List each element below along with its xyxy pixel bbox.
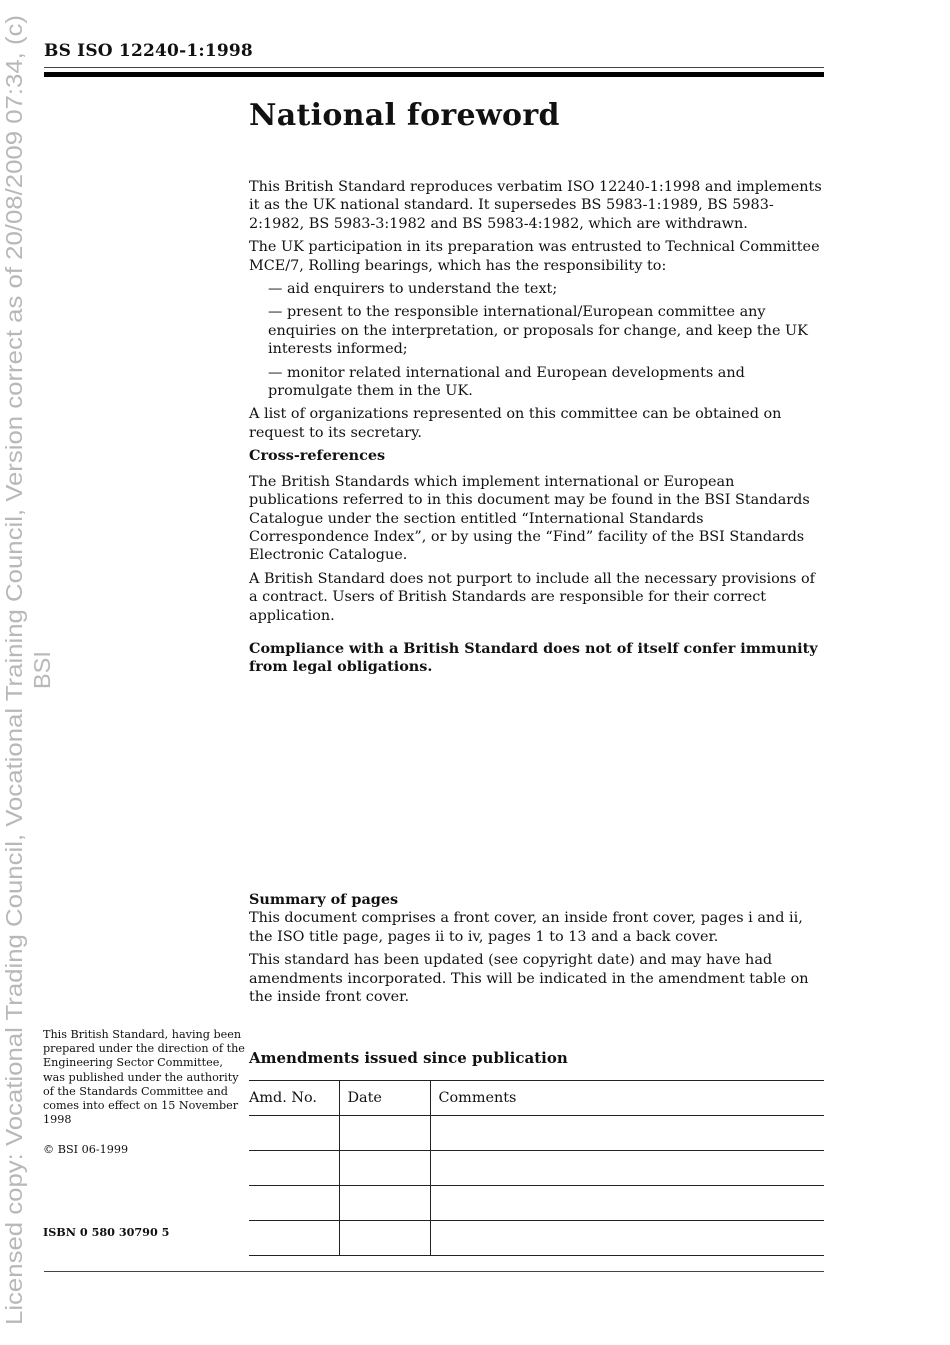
paragraph-provisions: A British Standard does not purport to include all the necessary provisions of a contract. Users of British Standards are responsible for their correct application.: [249, 570, 815, 624]
paragraph-cross-references: The British Standards which implement international or European publications referred to in this document may be found in the BSI Standards Catalogue under the section entitled “International Standards Correspondence Index”, or by using the “Find” facility of the BSI Standards Electronic Catalogue.: [249, 473, 810, 564]
document-id: BS ISO 12240-1:1998: [44, 41, 253, 61]
table-cell: [339, 1186, 430, 1221]
publication-statement: This British Standard, having been prepared under the direction of the Engineering Sector Committee, was published under the authority of the Standards Committee and comes into effect on 15 November 1998: [43, 1028, 245, 1127]
summary-heading: Summary of pages: [249, 891, 399, 908]
copyright-notice: © BSI 06-1999: [43, 1143, 129, 1157]
table-cell: [430, 1116, 824, 1151]
list-item: — monitor related international and European developments and promulgate them in the UK.: [268, 364, 745, 400]
paragraph-committee: The UK participation in its preparation was entrusted to Technical Committee MCE/7, Rolling bearings, which has the responsibility to:: [249, 239, 820, 274]
table-cell: [430, 1151, 824, 1186]
watermark-line-2: BSI: [29, 651, 55, 689]
table-row: [249, 1116, 824, 1151]
paragraph-organizations: A list of organizations represented on this committee can be obtained on request to its secretary.: [249, 406, 782, 441]
table-row: [249, 1151, 824, 1186]
table-row: [249, 1186, 824, 1221]
summary-of-pages: [249, 891, 824, 1011]
header-thin-rule: [44, 67, 824, 68]
publication-sidebar: [43, 1028, 248, 1239]
table-cell: [430, 1221, 824, 1256]
amendments-table: [249, 1080, 824, 1256]
footer-rule: [44, 1271, 824, 1272]
table-cell: [339, 1221, 430, 1256]
table-cell: [249, 1116, 339, 1151]
column-header-comments: Comments: [430, 1081, 824, 1116]
amendments-title: Amendments issued since publication: [249, 1049, 568, 1067]
table-cell: [430, 1186, 824, 1221]
table-row: [249, 1221, 824, 1256]
compliance-statement: Compliance with a British Standard does not of itself confer immunity from legal obligations.: [249, 639, 818, 676]
list-item: — aid enquirers to understand the text;: [268, 281, 558, 298]
watermark-line-1: Licensed copy: Vocational Trading Council, Vocational Training Council, Version correct as of 20/08/2009 07:34, (c): [1, 129, 27, 1325]
table-header-row: [249, 1081, 824, 1116]
table-cell: [339, 1151, 430, 1186]
cross-references-heading: Cross-references: [249, 447, 386, 465]
summary-paragraph-updates: This standard has been updated (see copyright date) and may have had amendments incorporated. This will be indicated in the amendment table on the inside front cover.: [249, 952, 809, 1006]
list-item: — present to the responsible international/European committee any enquiries on the interpretation, or proposals for change, and keep the UK interests informed;: [268, 304, 808, 358]
table-cell: [249, 1221, 339, 1256]
page-title: National foreword: [249, 98, 560, 133]
column-header-date: Date: [339, 1081, 430, 1116]
table-cell: [249, 1151, 339, 1186]
paragraph-supersedes: This British Standard reproduces verbatim ISO 12240-1:1998 and implements it as the UK national standard. It supersedes BS 5983-1:1989, BS 5983-2:1982, BS 5983-3:1982 and BS 5983-4:1982, which are withdrawn.: [249, 179, 822, 232]
header-thick-rule: [44, 72, 824, 77]
column-header-amd-no: Amd. No.: [249, 1081, 339, 1116]
table-cell: [339, 1116, 430, 1151]
isbn: ISBN 0 580 30790 5: [43, 1225, 170, 1239]
summary-paragraph-pages: This document comprises a front cover, an inside front cover, pages i and ii, the ISO title page, pages ii to iv, pages 1 to 13 and a back cover.: [249, 910, 803, 945]
foreword-body: [249, 178, 824, 682]
table-cell: [249, 1186, 339, 1221]
